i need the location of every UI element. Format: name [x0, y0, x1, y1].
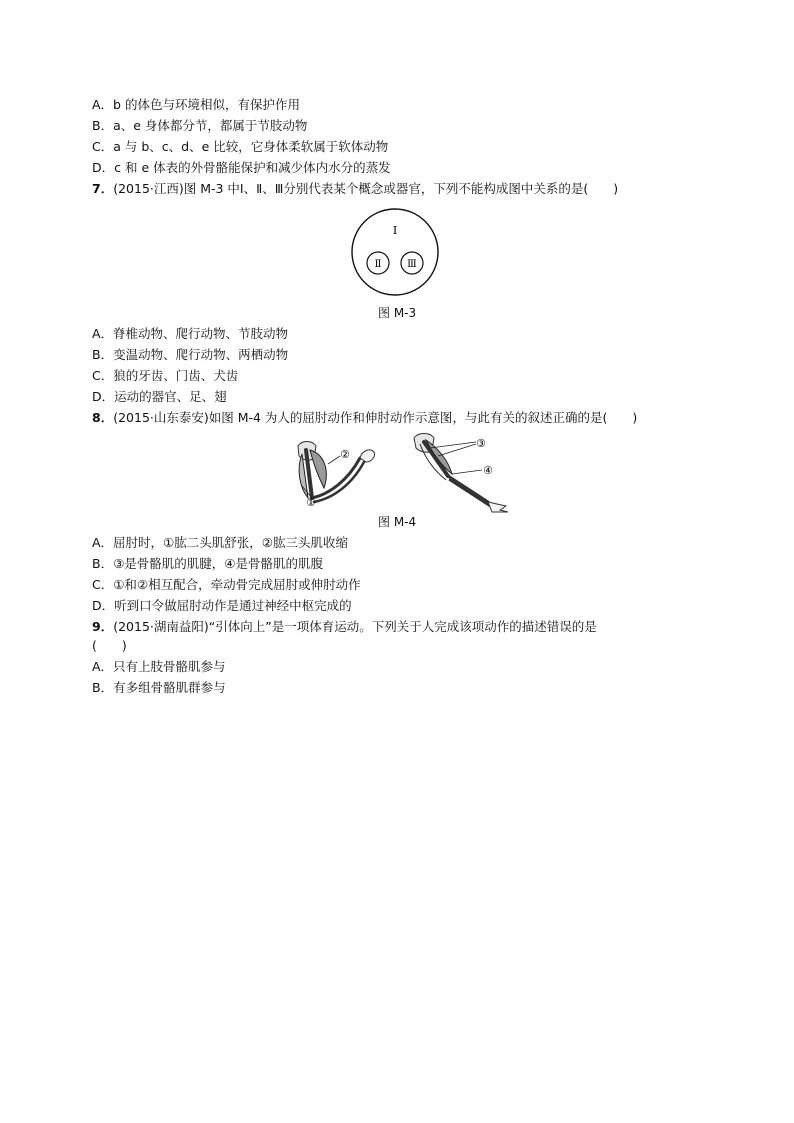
q9-stem: [92, 619, 597, 635]
figure-m3-diagram: [350, 207, 440, 297]
q8-text: (2015·山东泰安)如图 M-4 为人的屈肘动作和伸肘动作示意图，与此有关的叙述正确的是( ): [113, 410, 638, 425]
q7-option-b: B．变温动物、爬行动物、两栖动物: [92, 347, 289, 362]
q7-option-a: A．脊椎动物、爬行动物、节肢动物: [92, 326, 289, 341]
q8-option-c: C．①和②相互配合，牵动骨完成屈肘或伸肘动作: [92, 577, 361, 592]
q8-option-b: B．③是骨骼肌的肌腱，④是骨骼肌的肌腹: [92, 556, 323, 571]
q6-option-b: B．a、e 身体都分节，都属于节肢动物: [92, 118, 308, 133]
figure-m4-flexed-arm: [290, 436, 382, 510]
q7-option-c: C．狼的牙齿、门齿、犬齿: [92, 368, 239, 383]
label-3: ③: [476, 437, 486, 450]
q9-text: (2015·湖南益阳)“引体向上”是一项体育运动。下列关于人完成该项动作的描述错误的是: [113, 619, 597, 634]
label-4: ④: [483, 464, 493, 477]
q7-text: (2015·江西)图 M-3 中Ⅰ、Ⅱ、Ⅲ分别代表某个概念或器官，下列不能构成图中关系的是( ): [113, 181, 619, 196]
q9-stem-continued: ( ): [92, 638, 127, 653]
label-2: ②: [340, 448, 350, 461]
q8-stem: [92, 410, 637, 426]
label-1: ①: [306, 496, 316, 509]
q8-option-d: D．听到口令做屈肘动作是通过神经中枢完成的: [92, 598, 352, 613]
q9-option-b: B．有多组骨骼肌群参与: [92, 680, 226, 695]
q8-number: 8．: [92, 410, 114, 425]
figure-m4-extended-arm: [408, 432, 520, 514]
q6-option-d: D．c 和 e 体表的外骨骼能保护和减少体内水分的蒸发: [92, 160, 391, 175]
q7-option-d: D．运动的器官、足、翅: [92, 389, 227, 404]
q6-option-c: C．a 与 b、c、d、e 比较，它身体柔软属于软体动物: [92, 139, 389, 154]
q9-option-a: A．只有上肢骨骼肌参与: [92, 659, 226, 674]
q6-option-a: A．b 的体色与环境相似，有保护作用: [92, 97, 300, 112]
q8-option-a: A．屈肘时，①肱二头肌舒张，②肱三头肌收缩: [92, 535, 348, 550]
label-iii: Ⅲ: [407, 259, 417, 270]
label-i: Ⅰ: [392, 224, 398, 237]
figure-m4-caption: 图 M-4: [378, 515, 417, 529]
outer-circle-i: [352, 209, 438, 295]
figure-m3-caption: 图 M-3: [378, 306, 417, 320]
q9-number: 9．: [92, 619, 114, 634]
q7-stem: [92, 181, 618, 197]
label-ii: Ⅱ: [374, 259, 382, 270]
q7-number: 7．: [92, 181, 114, 196]
